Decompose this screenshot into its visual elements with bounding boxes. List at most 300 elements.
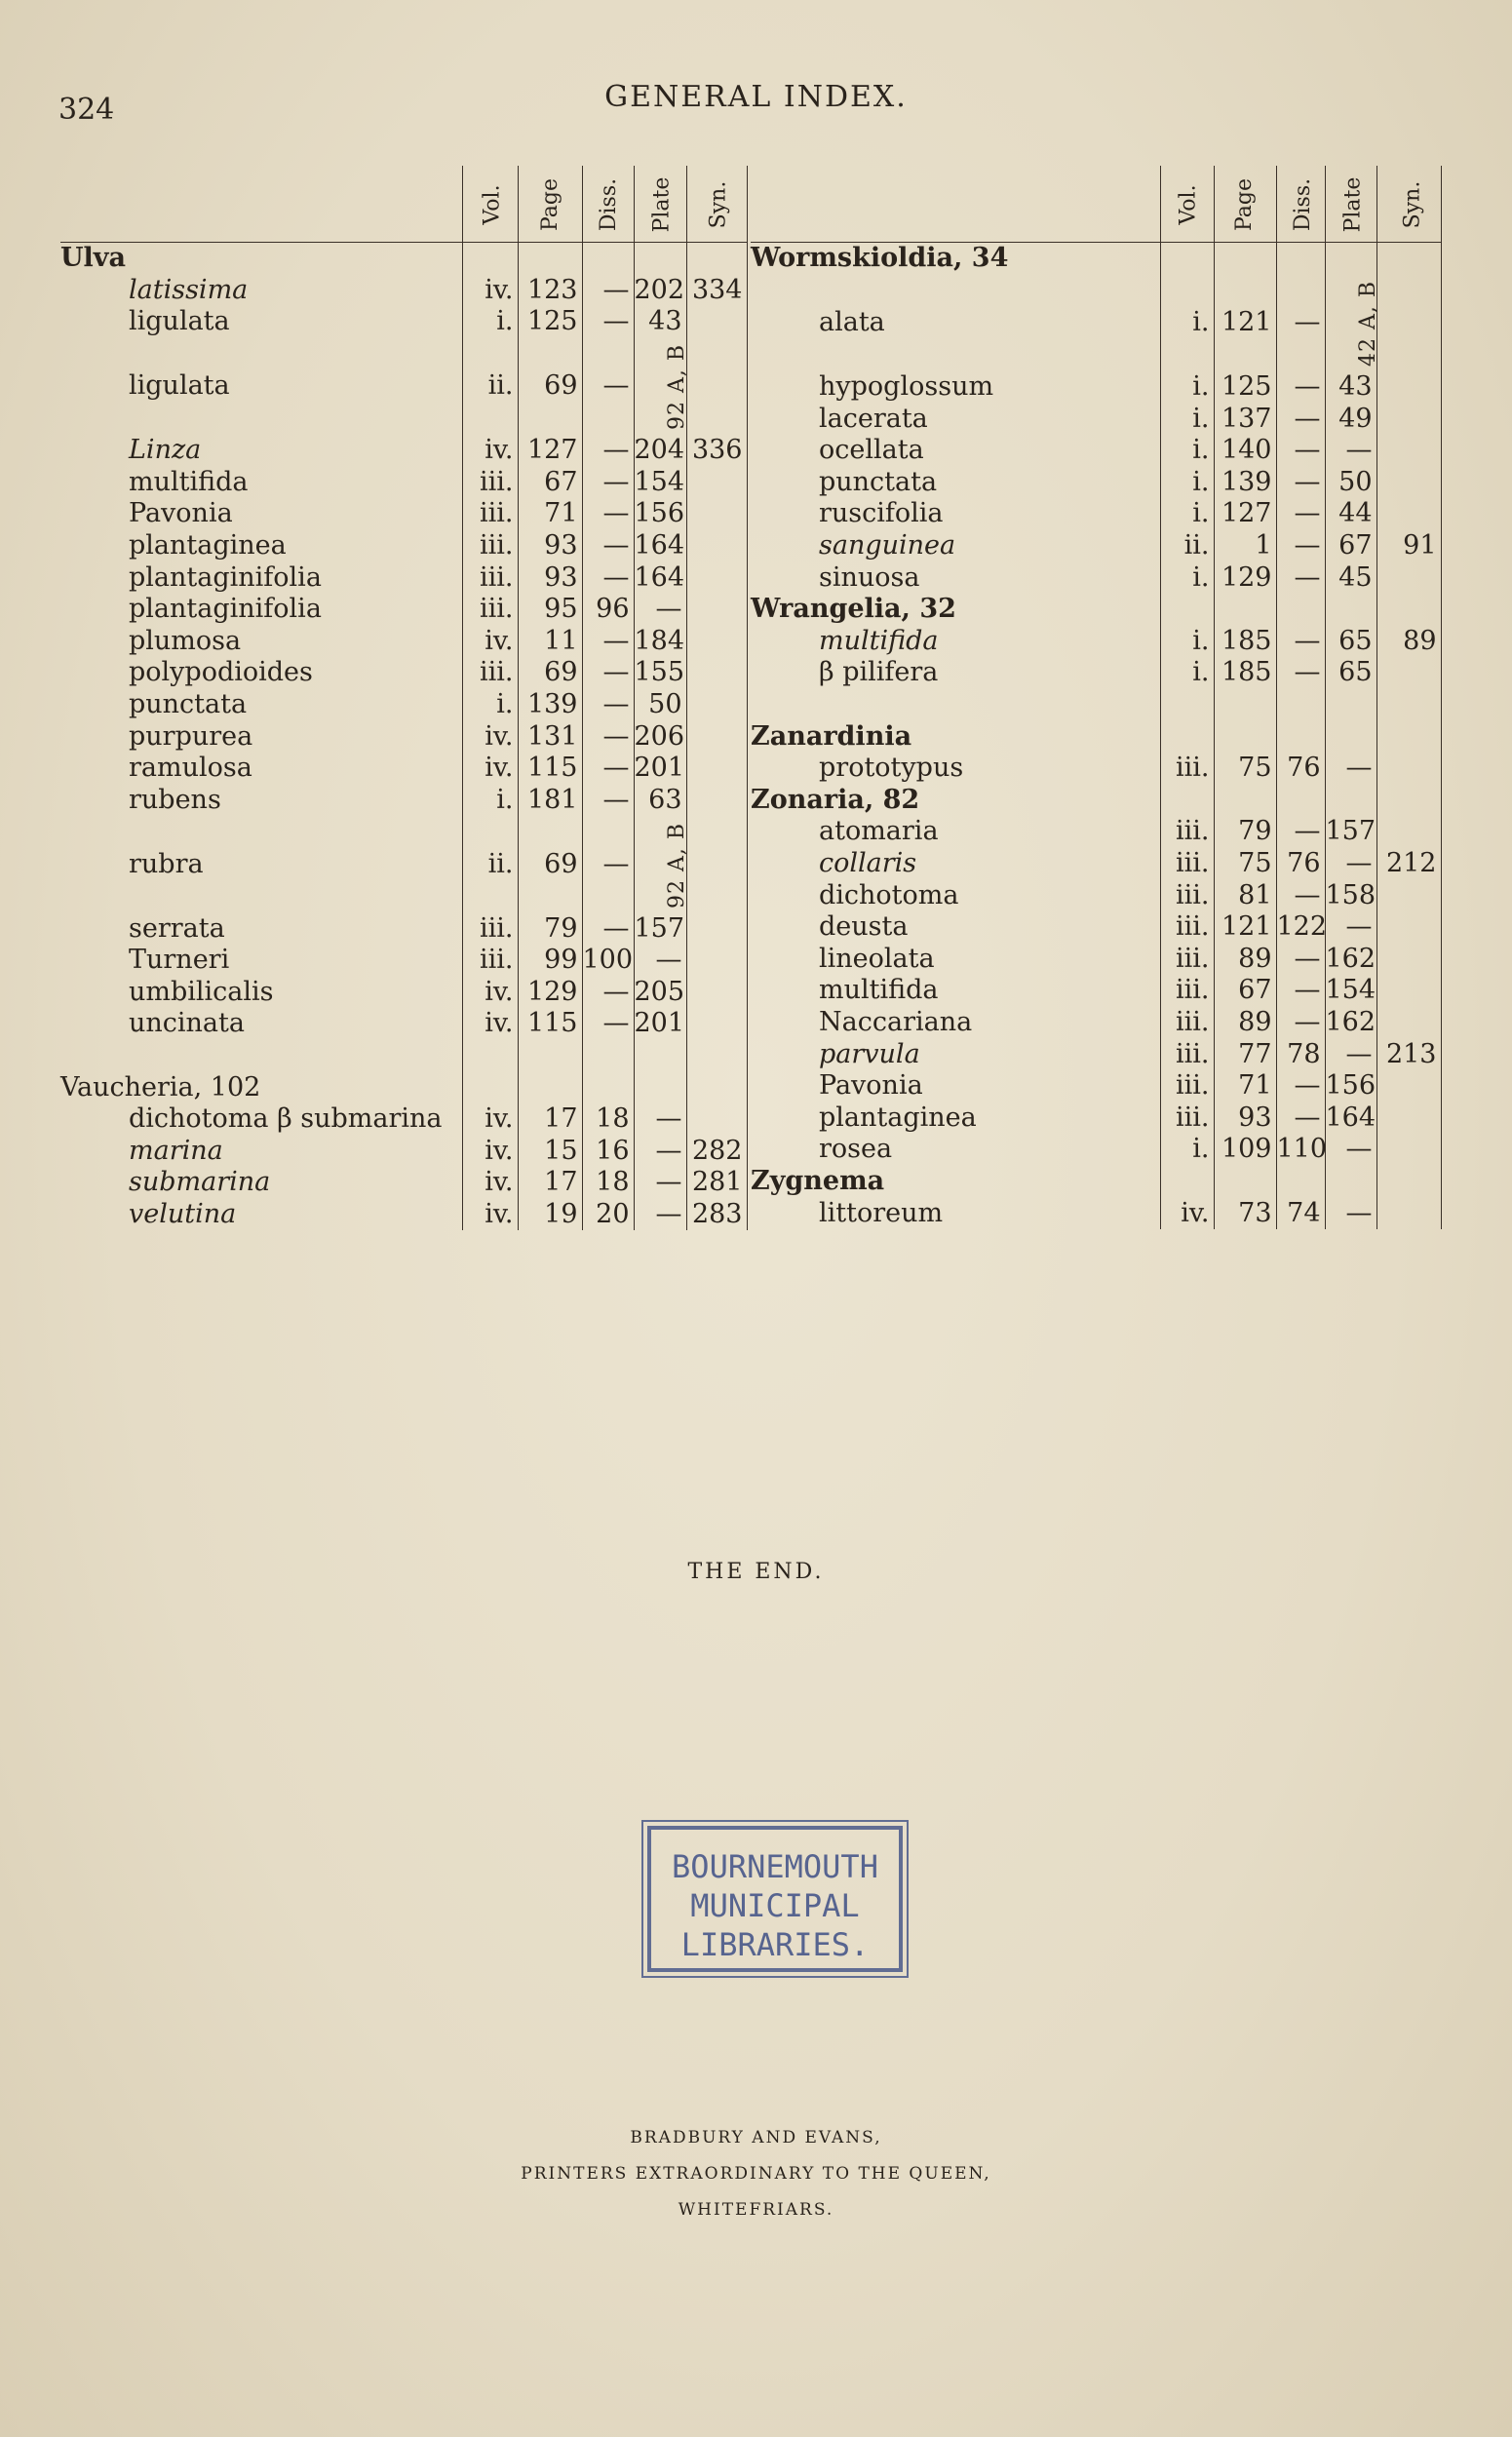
entry-name: ligulata xyxy=(129,370,230,402)
entry-name: multifida xyxy=(819,975,939,1006)
entry-diss: 18 xyxy=(596,1167,630,1198)
index-row xyxy=(751,1007,1441,1039)
entry-vol: iii. xyxy=(1176,1070,1210,1102)
entry-vol: iii. xyxy=(480,561,514,593)
entry-name: serrata xyxy=(129,912,225,944)
index-row xyxy=(751,657,1441,689)
entry-vol: i. xyxy=(496,784,514,815)
entry-name: rubra xyxy=(129,848,204,879)
entry-vol: iv. xyxy=(485,1167,514,1198)
index-row xyxy=(751,626,1441,658)
entry-vol: i. xyxy=(1192,307,1210,338)
entry-name: lacerata xyxy=(819,403,928,434)
index-row xyxy=(60,816,747,848)
entry-diss: — xyxy=(602,1008,630,1039)
entry-page: 99 xyxy=(544,945,578,976)
entry-syn: 91 xyxy=(1403,530,1437,561)
entry-plate: 92 A, B xyxy=(664,344,689,431)
page-number: 324 xyxy=(58,93,115,127)
index-row xyxy=(751,371,1441,404)
entry-name: rosea xyxy=(819,1134,893,1165)
entry-diss: — xyxy=(602,274,630,305)
entry-plate: 164 xyxy=(634,530,685,561)
entry-diss: — xyxy=(1294,371,1321,403)
entry-plate: 156 xyxy=(1325,1070,1376,1102)
index-row xyxy=(751,1102,1441,1134)
entry-plate: 45 xyxy=(1338,561,1373,593)
entry-vol: i. xyxy=(496,689,514,720)
printer-line: PRINTERS EXTRAORDINARY TO THE QUEEN, xyxy=(521,2164,991,2184)
library-stamp xyxy=(647,1826,903,1972)
index-row xyxy=(751,435,1441,467)
header-syn: Syn. xyxy=(1400,180,1425,229)
entry-diss: — xyxy=(1294,816,1321,847)
entry-name: sanguinea xyxy=(819,530,956,561)
entry-vol: iii. xyxy=(1176,911,1210,943)
entry-vol: iii. xyxy=(480,530,514,561)
entry-page: 123 xyxy=(526,274,578,305)
index-row xyxy=(60,594,747,626)
index-row xyxy=(751,403,1441,435)
entry-plate: — xyxy=(1345,847,1373,878)
entry-diss: — xyxy=(1294,561,1321,593)
entry-plate: 204 xyxy=(634,435,685,466)
entry-name: ruscifolia xyxy=(819,498,944,529)
entry-page: 140 xyxy=(1221,435,1272,466)
index-row xyxy=(60,945,747,977)
index-row xyxy=(60,561,747,594)
entry-name: submarina xyxy=(129,1167,271,1198)
index-row xyxy=(60,689,747,721)
index-row xyxy=(751,498,1441,530)
entry-name: littoreum xyxy=(819,1197,944,1228)
index-row xyxy=(751,1166,1441,1198)
entry-vol: i. xyxy=(1192,371,1210,403)
entry-plate: — xyxy=(1345,1197,1373,1228)
entry-page: 127 xyxy=(1221,498,1272,529)
index-row xyxy=(60,657,747,689)
index-row xyxy=(751,1197,1441,1229)
entry-name: Turneri xyxy=(129,945,230,976)
index-row xyxy=(60,243,747,275)
entry-diss: 20 xyxy=(596,1198,630,1229)
entry-name: Pavonia xyxy=(819,1070,923,1102)
index-row xyxy=(751,561,1441,594)
stamp-line: LIBRARIES. xyxy=(680,1926,870,1963)
index-row xyxy=(60,275,747,307)
entry-plate: 205 xyxy=(634,976,685,1007)
index-row xyxy=(751,816,1441,848)
entry-vol: iv. xyxy=(485,1198,514,1229)
entry-page: 69 xyxy=(544,848,578,879)
entry-name: alata xyxy=(819,307,885,338)
entry-name: velutina xyxy=(129,1198,237,1229)
entry-plate: 164 xyxy=(634,561,685,593)
entry-page: 75 xyxy=(1238,847,1272,878)
entry-plate: 202 xyxy=(634,274,685,305)
entry-name: ramulosa xyxy=(129,753,252,784)
index-row xyxy=(60,881,747,913)
entry-vol: i. xyxy=(1192,657,1210,688)
entry-name: deusta xyxy=(819,911,909,943)
index-table-right xyxy=(751,166,1442,1229)
entry-vol: iii. xyxy=(1176,847,1210,878)
entry-plate: 184 xyxy=(634,625,685,656)
index-row xyxy=(60,848,747,881)
entry-vol: iii. xyxy=(1176,816,1210,847)
entry-diss: — xyxy=(1294,307,1321,338)
index-row xyxy=(60,1040,747,1072)
entry-vol: iv. xyxy=(485,1103,514,1135)
entry-plate: 155 xyxy=(634,657,685,688)
entry-diss: — xyxy=(602,784,630,815)
index-row xyxy=(60,530,747,562)
entry-page: 139 xyxy=(1221,466,1272,497)
entry-plate: 50 xyxy=(1338,466,1373,497)
index-row xyxy=(60,785,747,817)
entry-page: 185 xyxy=(1221,657,1272,688)
index-row xyxy=(751,275,1441,307)
entry-page: 125 xyxy=(526,306,578,337)
index-row xyxy=(60,338,747,370)
entry-plate: 162 xyxy=(1325,943,1376,974)
index-row xyxy=(60,369,747,403)
entry-diss: — xyxy=(1294,879,1321,910)
entry-vol: iii. xyxy=(480,945,514,976)
header-vol: Vol. xyxy=(1176,184,1201,225)
entry-plate: 201 xyxy=(634,753,685,784)
entry-vol: iii. xyxy=(1176,943,1210,974)
entry-page: 109 xyxy=(1221,1134,1272,1165)
entry-vol: i. xyxy=(1192,1134,1210,1165)
entry-vol: iv. xyxy=(485,1135,514,1166)
entry-page: 181 xyxy=(526,784,578,815)
entry-plate: 65 xyxy=(1338,657,1373,688)
entry-diss: — xyxy=(602,657,630,688)
entry-vol: i. xyxy=(1192,403,1210,434)
entry-diss: — xyxy=(1294,403,1321,434)
index-row xyxy=(751,306,1441,339)
entry-plate: — xyxy=(655,1135,682,1166)
entry-plate: 42 A, B xyxy=(1355,281,1380,367)
entry-plate: 63 xyxy=(648,784,682,815)
entry-plate: — xyxy=(655,1103,682,1135)
entry-plate: — xyxy=(1345,1134,1373,1165)
entry-vol: iii. xyxy=(1176,975,1210,1006)
entry-name: plantaginea xyxy=(819,1102,977,1133)
entry-syn: 212 xyxy=(1385,847,1437,878)
entry-page: 89 xyxy=(1238,1006,1272,1037)
entry-vol: iv. xyxy=(485,720,514,752)
entry-vol: iii. xyxy=(480,912,514,944)
entry-plate: 201 xyxy=(634,1008,685,1039)
entry-name: prototypus xyxy=(819,753,964,784)
entry-name: plantaginifolia xyxy=(129,594,322,625)
entry-name: Vaucheria, 102 xyxy=(60,1071,261,1102)
entry-plate: 156 xyxy=(634,498,685,529)
index-row xyxy=(60,912,747,945)
entry-name: ocellata xyxy=(819,435,924,466)
entry-name: β pilifera xyxy=(819,657,939,688)
entry-name: marina xyxy=(129,1135,223,1166)
entry-page: 15 xyxy=(544,1135,578,1166)
entry-plate: — xyxy=(1345,435,1373,466)
index-row xyxy=(60,1071,747,1103)
entry-plate: — xyxy=(1345,753,1373,784)
entry-name: multifida xyxy=(129,466,249,497)
entry-page: 19 xyxy=(544,1198,578,1229)
entry-diss: — xyxy=(602,561,630,593)
entry-diss: — xyxy=(1294,657,1321,688)
header-page: Page xyxy=(1232,177,1258,232)
printer-line: BRADBURY AND EVANS, xyxy=(630,2128,882,2147)
entry-diss: — xyxy=(602,976,630,1007)
entry-name: parvula xyxy=(819,1038,920,1069)
entry-vol: iii. xyxy=(480,466,514,497)
entry-name: rubens xyxy=(129,784,221,815)
entry-page: 1 xyxy=(1255,530,1272,561)
entry-plate: 164 xyxy=(1325,1102,1376,1133)
entry-syn: 336 xyxy=(691,435,743,466)
entry-plate: 206 xyxy=(634,720,685,752)
index-row xyxy=(60,435,747,467)
entry-diss: 96 xyxy=(596,594,630,625)
entry-plate: 43 xyxy=(1338,371,1373,403)
entry-diss: — xyxy=(602,689,630,720)
entry-vol: iii. xyxy=(1176,1102,1210,1133)
index-row xyxy=(751,1038,1441,1070)
entry-vol: iv. xyxy=(485,274,514,305)
entry-diss: — xyxy=(1294,1070,1321,1102)
entry-diss: — xyxy=(602,435,630,466)
entry-page: 75 xyxy=(1238,753,1272,784)
entry-name: Wormskioldia, 34 xyxy=(751,243,1009,274)
entry-plate: — xyxy=(655,945,682,976)
entry-diss: — xyxy=(602,466,630,497)
entry-page: 17 xyxy=(544,1167,578,1198)
entry-page: 71 xyxy=(544,498,578,529)
entry-vol: iii. xyxy=(480,657,514,688)
index-row xyxy=(751,467,1441,499)
entry-diss: — xyxy=(602,306,630,337)
index-row xyxy=(60,626,747,658)
index-row xyxy=(60,498,747,530)
index-row xyxy=(60,467,747,499)
entry-syn: 334 xyxy=(691,274,743,305)
entry-name: Zanardinia xyxy=(751,720,912,752)
entry-plate: 49 xyxy=(1338,403,1373,434)
entry-page: 115 xyxy=(526,753,578,784)
index-row xyxy=(751,753,1441,785)
index-row xyxy=(751,720,1441,753)
entry-page: 73 xyxy=(1238,1197,1272,1228)
entry-vol: i. xyxy=(1192,466,1210,497)
entry-page: 93 xyxy=(1238,1102,1272,1133)
entry-diss: — xyxy=(1294,1102,1321,1133)
entry-plate: 162 xyxy=(1325,1006,1376,1037)
entry-page: 77 xyxy=(1238,1038,1272,1069)
entry-diss: 16 xyxy=(596,1135,630,1166)
entry-vol: i. xyxy=(496,306,514,337)
entry-diss: — xyxy=(1294,466,1321,497)
entry-plate: 92 A, B xyxy=(664,822,689,909)
entry-page: 139 xyxy=(526,689,578,720)
entry-diss: — xyxy=(1294,530,1321,561)
index-table-left xyxy=(60,166,748,1230)
entry-diss: — xyxy=(602,912,630,944)
entry-diss: — xyxy=(602,370,630,402)
entry-diss: — xyxy=(1294,943,1321,974)
column-header-row xyxy=(60,166,747,243)
index-row xyxy=(60,1135,747,1167)
entry-page: 79 xyxy=(1238,816,1272,847)
entry-vol: i. xyxy=(1192,498,1210,529)
entry-diss: — xyxy=(1294,625,1321,656)
printer-imprint xyxy=(0,2120,1512,2228)
entry-page: 69 xyxy=(544,657,578,688)
index-row xyxy=(60,1103,747,1136)
stamp-line: MUNICIPAL xyxy=(690,1887,860,1924)
entry-vol: i. xyxy=(1192,435,1210,466)
entry-vol: iii. xyxy=(480,594,514,625)
header-page: Page xyxy=(538,177,563,232)
index-row xyxy=(751,594,1441,626)
entry-name: Ulva xyxy=(60,243,126,274)
entry-diss: — xyxy=(602,498,630,529)
entry-name: polypodioides xyxy=(129,657,313,688)
entry-vol: iv. xyxy=(1181,1197,1210,1228)
index-row xyxy=(751,530,1441,562)
entry-name: dichotoma xyxy=(819,879,959,910)
index-row xyxy=(60,1167,747,1199)
entry-diss: 110 xyxy=(1276,1134,1328,1165)
entry-diss: — xyxy=(602,530,630,561)
entry-page: 81 xyxy=(1238,879,1272,910)
header-diss: Diss. xyxy=(1290,177,1315,232)
index-row xyxy=(60,403,747,435)
entry-vol: iii. xyxy=(1176,1038,1210,1069)
entry-plate: 154 xyxy=(1325,975,1376,1006)
entry-name: plumosa xyxy=(129,625,242,656)
entry-diss: — xyxy=(602,753,630,784)
index-row xyxy=(751,785,1441,817)
entry-plate: — xyxy=(655,594,682,625)
entry-page: 127 xyxy=(526,435,578,466)
entry-vol: iv. xyxy=(485,625,514,656)
entry-plate: 157 xyxy=(1325,816,1376,847)
entry-page: 11 xyxy=(544,625,578,656)
index-row xyxy=(751,689,1441,721)
index-row xyxy=(751,911,1441,944)
entry-plate: 158 xyxy=(1325,879,1376,910)
entry-vol: iv. xyxy=(485,976,514,1007)
entry-syn: 282 xyxy=(691,1135,743,1166)
running-head: GENERAL INDEX. xyxy=(604,80,908,114)
entry-name: Zonaria, 82 xyxy=(751,784,920,815)
header-syn: Syn. xyxy=(706,180,731,229)
entry-diss: — xyxy=(1294,498,1321,529)
entry-vol: iii. xyxy=(480,498,514,529)
index-row xyxy=(60,753,747,785)
entry-syn: 89 xyxy=(1403,625,1437,656)
entry-vol: iii. xyxy=(1176,879,1210,910)
entry-page: 93 xyxy=(544,561,578,593)
header-vol: Vol. xyxy=(480,184,505,225)
entry-name: purpurea xyxy=(129,720,253,752)
index-row xyxy=(60,1008,747,1040)
entry-page: 95 xyxy=(544,594,578,625)
entry-diss: — xyxy=(602,625,630,656)
entry-page: 69 xyxy=(544,370,578,402)
entry-diss: — xyxy=(602,848,630,879)
entry-plate: 67 xyxy=(1338,530,1373,561)
entry-plate: 157 xyxy=(634,912,685,944)
stamp-line: BOURNEMOUTH xyxy=(672,1848,878,1885)
index-row xyxy=(751,879,1441,911)
entry-page: 67 xyxy=(544,466,578,497)
entry-vol: i. xyxy=(1192,625,1210,656)
entry-plate: 154 xyxy=(634,466,685,497)
index-row xyxy=(60,720,747,753)
entry-page: 129 xyxy=(1221,561,1272,593)
entry-diss: 76 xyxy=(1287,847,1321,878)
header-plate: Plate xyxy=(1339,176,1365,233)
entry-vol: iii. xyxy=(1176,753,1210,784)
index-row xyxy=(751,339,1441,371)
entry-name: dichotoma β submarina xyxy=(129,1103,443,1135)
column-header-row xyxy=(751,166,1441,243)
entry-syn: 281 xyxy=(691,1167,743,1198)
index-row xyxy=(60,306,747,338)
entry-diss: 78 xyxy=(1287,1038,1321,1069)
entry-page: 121 xyxy=(1221,911,1272,943)
index-row xyxy=(751,975,1441,1007)
entry-vol: ii. xyxy=(1183,530,1210,561)
index-row xyxy=(60,976,747,1008)
entry-name: punctata xyxy=(819,466,938,497)
entry-page: 125 xyxy=(1221,371,1272,403)
index-row xyxy=(751,943,1441,975)
index-row xyxy=(60,1199,747,1231)
entry-diss: 76 xyxy=(1287,753,1321,784)
entry-name: Wrangelia, 32 xyxy=(751,594,956,625)
entry-page: 115 xyxy=(526,1008,578,1039)
entry-page: 185 xyxy=(1221,625,1272,656)
entry-name: collaris xyxy=(819,847,917,878)
entry-vol: ii. xyxy=(487,370,514,402)
entry-page: 93 xyxy=(544,530,578,561)
entry-name: Linza xyxy=(129,435,202,466)
entry-name: Naccariana xyxy=(819,1006,973,1037)
entry-name: lineolata xyxy=(819,943,935,974)
header-plate: Plate xyxy=(648,176,674,233)
entry-page: 137 xyxy=(1221,403,1272,434)
entry-vol: iv. xyxy=(485,1008,514,1039)
entry-diss: 100 xyxy=(582,945,634,976)
entry-plate: — xyxy=(655,1198,682,1229)
entry-syn: 213 xyxy=(1385,1038,1437,1069)
index-row xyxy=(751,243,1441,275)
entry-diss: — xyxy=(602,720,630,752)
entry-plate: — xyxy=(655,1167,682,1198)
entry-diss: — xyxy=(1294,975,1321,1006)
entry-diss: 122 xyxy=(1276,911,1328,943)
entry-name: punctata xyxy=(129,689,248,720)
entry-name: uncinata xyxy=(129,1008,245,1039)
entry-plate: 44 xyxy=(1338,498,1373,529)
printer-line: WHITEFRIARS. xyxy=(678,2200,834,2220)
entry-plate: 43 xyxy=(648,306,682,337)
